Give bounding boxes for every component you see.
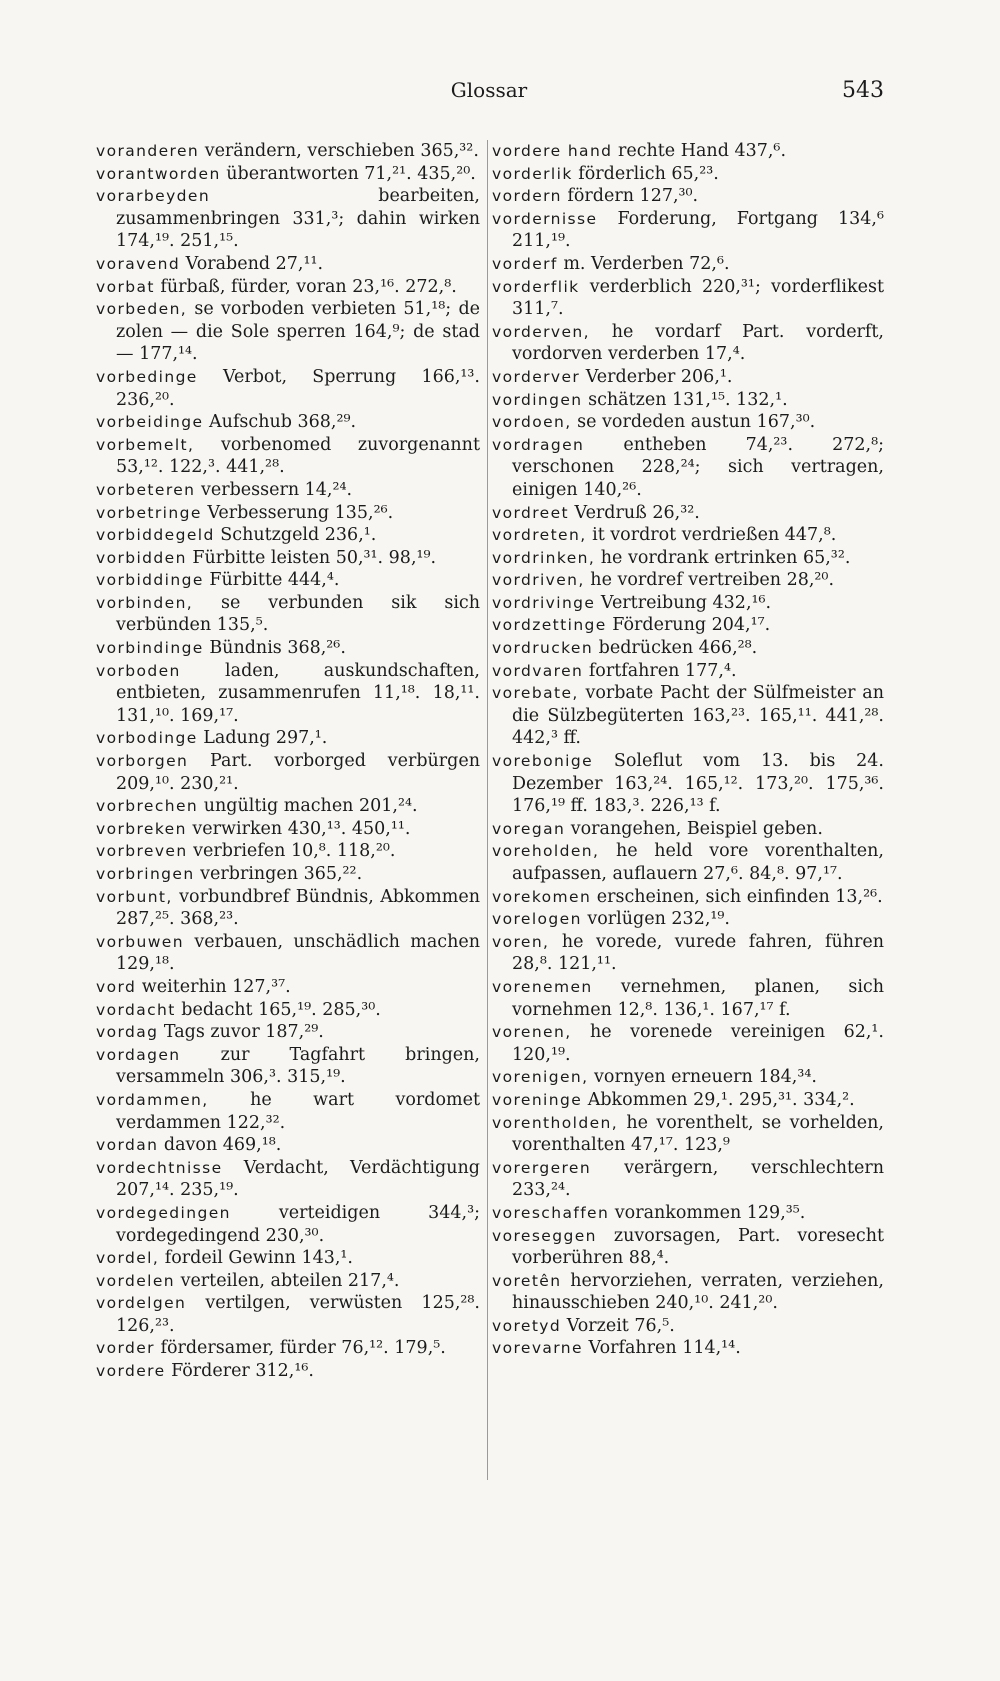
entry-definition: bedacht 165,¹⁹. 285,³⁰.	[175, 999, 381, 1020]
entry-definition: Part. vorborged verbürgen 209,¹⁰. 230,²¹.	[116, 751, 480, 794]
entry-headword: vorbedinge	[96, 367, 198, 386]
entry-definition: vornyen erneuern 184,³⁴.	[588, 1067, 817, 1088]
entry-definition: vorlügen 232,¹⁹.	[581, 909, 730, 930]
entry-definition: Tags zuvor 187,²⁹.	[158, 1022, 324, 1043]
entry-definition: förderlich 65,²³.	[572, 163, 719, 184]
entry-definition: ungültig machen 201,²⁴.	[198, 796, 418, 817]
entry-headword: voreholden,	[492, 842, 600, 861]
entry-definition: fördern 127,³⁰.	[561, 186, 699, 207]
glossary-entry	[492, 840, 884, 885]
entry-headword: vorbetringe	[96, 503, 202, 522]
entry-headword: vordragen	[492, 435, 585, 454]
entry-headword: vorbodinge	[96, 729, 198, 748]
entry-definition: se vorboden verbieten 51,¹⁸; de zolen — die Sole sperren 164,⁹; de stad — 177,¹⁴.	[116, 299, 480, 365]
running-head	[94, 78, 884, 108]
entry-headword: vordern	[492, 187, 562, 206]
entry-definition: weiterhin 127,³⁷.	[136, 976, 291, 997]
glossary-entry	[96, 592, 480, 637]
entry-headword: vordere	[96, 1362, 166, 1381]
entry-headword: vorergeren	[492, 1158, 592, 1177]
entry-definition: he vorede, vurede fahren, führen 28,⁸. 121,¹¹.	[512, 931, 884, 975]
glossary-entry	[96, 569, 480, 592]
entry-headword: vorbunt,	[96, 887, 173, 906]
glossary-entry	[492, 1066, 884, 1089]
entry-definition: Vertreibung 432,¹⁶.	[595, 592, 772, 613]
glossary-entry	[96, 1089, 480, 1134]
entry-definition: he held vore vorenthalten, aufpassen, auflauern 27,⁶. 84,⁸. 97,¹⁷.	[512, 841, 884, 884]
entry-definition: fürbaß, fürder, voran 23,¹⁶. 272,⁸.	[154, 276, 457, 297]
entry-headword: vorderven,	[492, 322, 590, 341]
glossary-entry	[492, 569, 884, 592]
entry-headword: voren,	[492, 932, 550, 951]
entry-headword: vorbiddinge	[96, 571, 204, 590]
glossary-entry	[492, 276, 884, 321]
entry-headword: vord	[96, 977, 137, 996]
entry-headword: vorbeidinge	[96, 413, 204, 432]
glossary-entry	[96, 140, 480, 163]
entry-headword: voranderen	[96, 142, 200, 160]
entry-headword: vorenemen	[492, 977, 593, 996]
entry-headword: vorbidden	[96, 548, 187, 567]
entry-headword: vordegedingen	[96, 1203, 231, 1222]
entry-definition: schätzen 131,¹⁵. 132,¹.	[582, 389, 788, 410]
column-divider	[487, 140, 488, 1480]
entry-definition: bearbeiten, zusammenbringen 331,³; dahin wirken 174,¹⁹. 251,¹⁵.	[116, 186, 480, 252]
entry-headword: vorebonige	[492, 752, 594, 771]
entry-headword: voretyd	[492, 1316, 562, 1335]
glossary-entry	[96, 524, 480, 547]
entry-definition: verteilen, abteilen 217,⁴.	[175, 1270, 400, 1291]
glossary-entry	[492, 682, 884, 750]
entry-definition: hervorziehen, verraten, verziehen, hinausschieben 240,¹⁰. 241,²⁰.	[512, 1270, 884, 1314]
entry-definition: verändern, verschieben 365,³².	[199, 141, 479, 161]
entry-headword: vorebate,	[492, 684, 579, 703]
entry-headword: vordreet	[492, 503, 569, 522]
glossary-entry	[492, 140, 884, 163]
entry-headword: voreseggen	[492, 1226, 597, 1245]
glossary-entry	[96, 727, 480, 750]
glossary-entry	[96, 795, 480, 818]
glossary-entry	[96, 434, 480, 479]
glossary-entry	[96, 999, 480, 1022]
glossary-entry	[96, 547, 480, 570]
glossary-entry	[492, 366, 884, 389]
entry-headword: vordan	[96, 1136, 159, 1155]
entry-headword: vordrucken	[492, 639, 594, 658]
entry-headword: vorbringen	[96, 865, 195, 883]
entry-headword: vorbindinge	[96, 639, 204, 658]
entry-headword: vorelogen	[492, 910, 582, 929]
glossary-entry	[96, 637, 480, 660]
entry-definition: Vorfahren 114,¹⁴.	[582, 1338, 741, 1359]
glossary-entry	[492, 614, 884, 637]
entry-headword: vordacht	[96, 1000, 176, 1019]
glossary-entry	[492, 660, 884, 683]
entry-definition: Verdacht, Verdächtigung 207,¹⁴. 235,¹⁹.	[116, 1157, 480, 1201]
glossary-entry	[96, 750, 480, 795]
entry-headword: vorbeteren	[96, 480, 196, 499]
entry-headword: vorborgen	[96, 752, 189, 771]
glossary-entry	[492, 208, 884, 253]
entry-definition: fordeil Gewinn 143,¹.	[159, 1248, 353, 1269]
glossary-entry	[96, 185, 480, 253]
entry-definition: se vordeden austun 167,³⁰.	[571, 412, 816, 433]
entry-definition: he vordref vertreiben 28,²⁰.	[584, 570, 835, 591]
glossary-entry	[492, 908, 884, 931]
entry-headword: vorbeden,	[96, 300, 188, 319]
entry-headword: voravend	[96, 254, 181, 273]
entry-headword: vorbuwen	[96, 932, 184, 951]
glossary-entry	[492, 185, 884, 208]
entry-definition: zuvorsagen, Part. voresecht vorberühren 88,⁴.	[512, 1225, 884, 1269]
glossary-entry	[492, 931, 884, 976]
entry-definition: rechte Hand 437,⁶.	[612, 141, 787, 161]
entry-definition: Fürbitte leisten 50,³¹. 98,¹⁹.	[186, 547, 437, 568]
glossary-entry	[96, 298, 480, 366]
right-column	[492, 140, 884, 1360]
glossary-entry	[96, 1021, 480, 1044]
entry-headword: vorbemelt,	[96, 435, 195, 454]
entry-headword: voretên	[492, 1271, 562, 1290]
entry-definition: zur Tagfahrt bringen, versammeln 306,³. 315,¹⁹.	[116, 1044, 480, 1088]
glossary-entry	[96, 366, 480, 411]
entry-headword: vordernisse	[492, 209, 598, 228]
glossary-entry	[492, 1157, 884, 1202]
entry-headword: vorder	[96, 1339, 155, 1358]
glossary-entry	[492, 1225, 884, 1270]
running-title: Glossar	[450, 78, 528, 102]
entry-headword: vordammen,	[96, 1090, 209, 1109]
glossary-entry	[96, 411, 480, 434]
entry-definition: verbriefen 10,⁸. 118,²⁰.	[187, 841, 396, 862]
glossary-entry	[96, 1202, 480, 1247]
entry-definition: verwirken 430,¹³. 450,¹¹.	[186, 818, 411, 839]
glossary-entry	[96, 502, 480, 525]
glossary-entry	[492, 1202, 884, 1225]
entry-headword: vordelgen	[96, 1294, 187, 1313]
entry-headword: vordrivinge	[492, 593, 596, 612]
entry-definition: vertilgen, verwüsten 125,²⁸. 126,²³.	[116, 1293, 480, 1336]
entry-definition: laden, auskundschaften, entbieten, zusammenrufen 11,¹⁸. 18,¹¹. 131,¹⁰. 169,¹⁷.	[116, 660, 480, 726]
entry-definition: Vorzeit 76,⁵.	[561, 1315, 675, 1336]
entry-definition: überantworten 71,²¹. 435,²⁰.	[220, 163, 476, 184]
glossary-entry	[492, 434, 884, 502]
entry-definition: he vordarf Part. vorderft, vordorven verderben 17,⁴.	[512, 321, 884, 365]
entry-headword: vorenen,	[492, 1023, 572, 1042]
glossary-entry	[492, 637, 884, 660]
glossary-entry	[492, 592, 884, 615]
entry-definition: Fürbitte 444,⁴.	[203, 570, 340, 591]
entry-definition: Verdruß 26,³².	[568, 502, 700, 523]
glossary-entry	[492, 1089, 884, 1112]
entry-headword: vordoen,	[492, 413, 572, 432]
glossary-entry	[96, 479, 480, 502]
entry-definition: erscheinen, sich einfinden 13,²⁶.	[591, 886, 883, 907]
entry-definition: bedrücken 466,²⁸.	[593, 638, 758, 659]
entry-headword: vorbinden,	[96, 593, 194, 612]
glossary-entry	[96, 931, 480, 976]
glossary-entry	[96, 660, 480, 728]
entry-definition: he vorenthelt, se vorhelden, vorenthalten 47,¹⁷. 123,⁹	[512, 1112, 884, 1156]
entry-definition: vorankommen 129,³⁵.	[609, 1202, 806, 1223]
entry-headword: vorderlik	[492, 164, 573, 183]
entry-headword: vorentholden,	[492, 1113, 619, 1132]
entry-headword: vordrinken,	[492, 548, 596, 567]
entry-definition: verbessern 14,²⁴.	[195, 479, 353, 500]
glossary-entry	[96, 253, 480, 276]
entry-headword: vorevarne	[492, 1339, 583, 1358]
glossary-entry	[492, 1021, 884, 1066]
entry-headword: vordvaren	[492, 661, 584, 680]
glossary-entry	[492, 163, 884, 186]
glossary-entry	[492, 389, 884, 412]
glossary-entry	[492, 750, 884, 818]
entry-headword: vordreten,	[492, 526, 587, 545]
entry-definition: vorangehen, Beispiel geben.	[565, 818, 823, 839]
entry-headword: vorbreken	[96, 819, 187, 838]
entry-definition: vernehmen, planen, sich vornehmen 12,⁸. 136,¹. 167,¹⁷ f.	[512, 976, 884, 1020]
glossary-entry	[96, 1270, 480, 1293]
entry-definition: Vorabend 27,¹¹.	[180, 253, 324, 274]
entry-definition: Abkommen 29,¹. 295,³¹. 334,².	[582, 1089, 855, 1110]
entry-definition: he vorenede vereinigen 62,¹. 120,¹⁹.	[512, 1022, 884, 1065]
entry-headword: vordriven,	[492, 571, 585, 590]
entry-headword: vordagen	[96, 1045, 181, 1064]
entry-definition: vorbenomed zuvorgenannt 53,¹². 122,³. 441,²⁸.	[116, 434, 480, 478]
entry-definition: Verbesserung 135,²⁶.	[201, 502, 394, 523]
entry-headword: vorarbeyden	[96, 187, 211, 206]
entry-definition: se verbunden sik sich verbünden 135,⁵.	[116, 592, 480, 636]
entry-definition: entheben 74,²³. 272,⁸; verschonen 228,²⁴; sich vertragen, einigen 140,²⁶.	[512, 434, 884, 500]
entry-headword: voreschaffen	[492, 1203, 610, 1222]
entry-headword: vorbreven	[96, 842, 188, 861]
entry-headword: vorderf	[492, 254, 558, 273]
glossary-entry	[492, 1337, 884, 1360]
entry-definition: Förderer 312,¹⁶.	[165, 1361, 314, 1382]
entry-definition: vorbate Pacht der Sülfmeister an die Sülzbegüterten 163,²³. 165,¹¹. 441,²⁸. 442,³ ff.	[512, 683, 884, 749]
glossary-entry	[96, 1247, 480, 1270]
entry-definition: vorbundbref Bündnis, Abkommen 287,²⁵. 368,²³.	[116, 886, 480, 930]
entry-definition: m. Verderben 72,⁶.	[557, 253, 730, 274]
entry-definition: Aufschub 368,²⁹.	[203, 412, 357, 433]
entry-definition: verbringen 365,²².	[194, 864, 363, 884]
glossary-entry	[96, 886, 480, 931]
glossary-entry	[96, 163, 480, 186]
entry-definition: Ladung 297,¹.	[197, 728, 328, 749]
entry-headword: vordzettinge	[492, 616, 607, 635]
glossary-entry	[492, 321, 884, 366]
page-number: 543	[842, 78, 884, 103]
entry-definition: Förderung 204,¹⁷.	[606, 615, 771, 636]
glossary-entry	[492, 1112, 884, 1157]
glossary-entry	[96, 1337, 480, 1360]
entry-definition: Verderber 206,¹.	[580, 366, 733, 387]
glossary-entry	[492, 976, 884, 1021]
glossary-entry	[96, 1157, 480, 1202]
glossary-entry	[492, 818, 884, 841]
entry-definition: Soleflut vom 13. bis 24. Dezember 163,²⁴. 165,¹². 173,²⁰. 175,³⁶. 176,¹⁹ ff. 183,³. 226,¹³ f.	[512, 751, 884, 817]
glossary-entry	[96, 863, 480, 886]
entry-definition: verteidigen 344,³; vordegedingend 230,³⁰.	[116, 1202, 480, 1246]
glossary-entry	[492, 1270, 884, 1315]
glossary-entry	[96, 1360, 480, 1383]
entry-headword: vordelen	[96, 1271, 175, 1290]
glossary-entry	[492, 502, 884, 525]
entry-definition: Bündnis 368,²⁶.	[203, 638, 346, 659]
entry-headword: vorderflik	[492, 277, 580, 296]
glossary-entry	[492, 886, 884, 909]
glossary-entry	[492, 547, 884, 570]
entry-definition: fördersamer, fürder 76,¹². 179,⁵.	[154, 1338, 446, 1359]
entry-headword: vordag	[96, 1023, 159, 1042]
glossary-entry	[96, 1044, 480, 1089]
left-column	[96, 140, 480, 1383]
entry-headword: vorekomen	[492, 887, 592, 906]
entry-definition: he vordrank ertrinken 65,³².	[595, 547, 851, 568]
entry-headword: vorbrechen	[96, 797, 199, 816]
glossary-entry	[492, 253, 884, 276]
entry-definition: he wart vordomet verdammen 122,³².	[116, 1089, 480, 1133]
entry-headword: vorenigen,	[492, 1068, 589, 1087]
entry-definition: Schutzgeld 236,¹.	[214, 525, 377, 546]
glossary-entry	[492, 411, 884, 434]
entry-definition: fortfahren 177,⁴.	[583, 660, 737, 681]
glossary-entry	[492, 1315, 884, 1338]
entry-headword: vordechtnisse	[96, 1158, 223, 1177]
entry-headword: vorderver	[492, 367, 581, 386]
entry-headword: vorantworden	[96, 164, 221, 183]
glossary-entry	[96, 818, 480, 841]
entry-headword: vorboden	[96, 661, 181, 680]
glossary-entry	[96, 840, 480, 863]
entry-headword: vorbiddegeld	[96, 526, 215, 545]
entry-headword: voreninge	[492, 1090, 583, 1109]
entry-headword: vordel,	[96, 1249, 160, 1268]
entry-definition: verbauen, unschädlich machen 129,¹⁸.	[116, 931, 480, 975]
entry-definition: verärgern, verschlechtern 233,²⁴.	[512, 1157, 884, 1201]
glossary-entry	[96, 276, 480, 299]
entry-definition: verderblich 220,³¹; vorderflikest 311,⁷.	[512, 276, 884, 320]
glossary-entry	[492, 524, 884, 547]
entry-headword: vordingen	[492, 390, 583, 409]
entry-definition: Forderung, Fortgang 134,⁶ 211,¹⁹.	[512, 208, 884, 252]
glossary-entry	[96, 976, 480, 999]
entry-definition: davon 469,¹⁸.	[158, 1135, 282, 1156]
entry-headword: vordere hand	[492, 142, 613, 160]
entry-definition: Verbot, Sperrung 166,¹³. 236,²⁰.	[116, 366, 480, 410]
glossary-entry	[96, 1292, 480, 1337]
entry-headword: vorbat	[96, 277, 155, 296]
entry-headword: voregan	[492, 819, 566, 838]
glossary-entry	[96, 1134, 480, 1157]
entry-definition: it vordrot verdrießen 447,⁸.	[586, 525, 837, 546]
